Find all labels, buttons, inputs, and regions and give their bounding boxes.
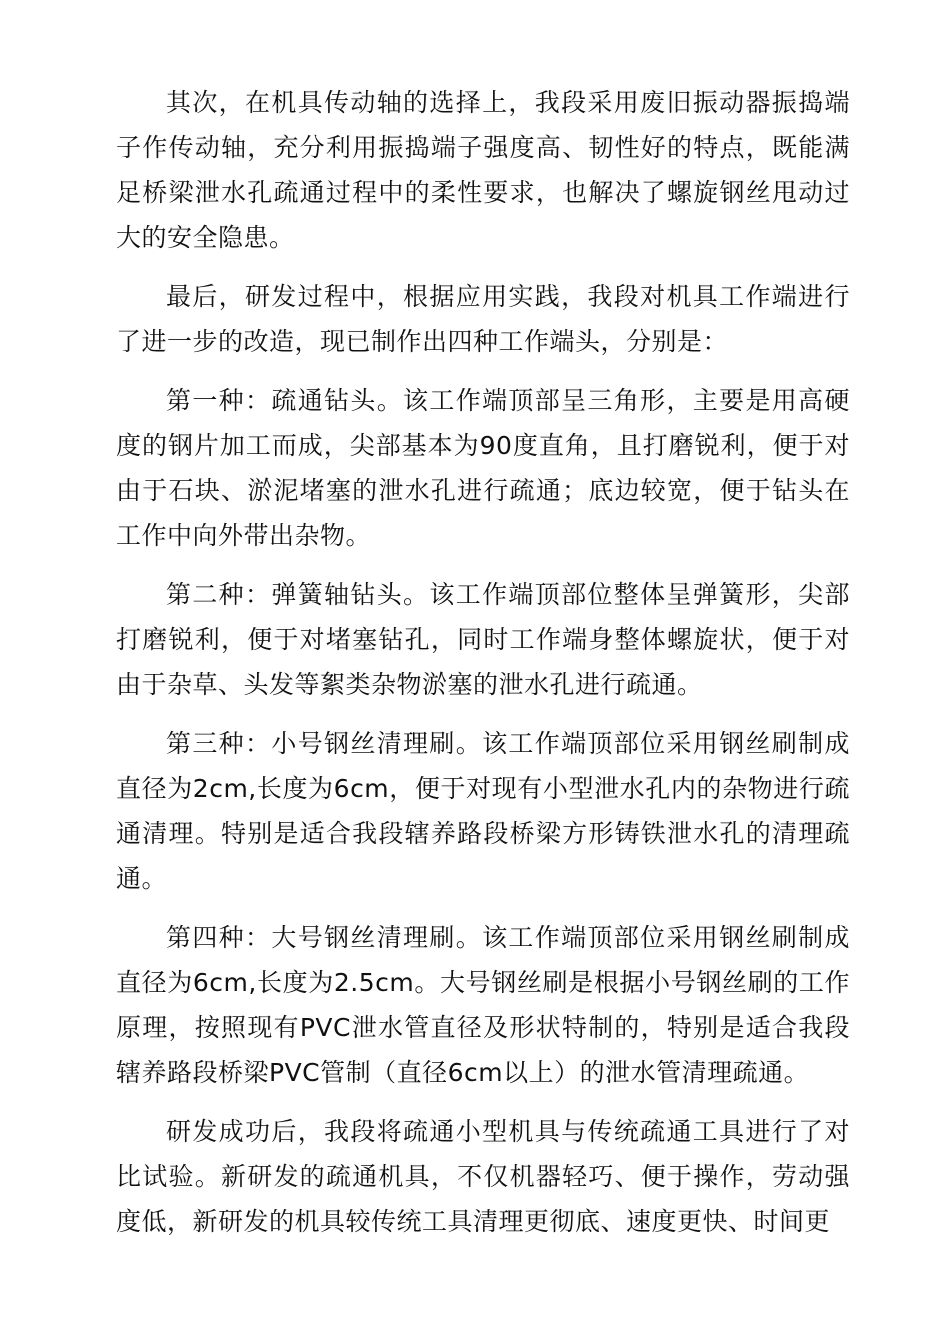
paragraph-drive-shaft: 其次，在机具传动轴的选择上，我段采用废旧振动器振捣端子作传动轴，充分利用振捣端子强度高、韧性好的特点，既能满足桥梁泄水孔疏通过程中的柔性要求，也解决了螺旋钢丝甩动过大的安全隐患。 (116, 88, 850, 252)
paragraph-type-three: 第三种：小号钢丝清理刷。该工作端顶部位采用钢丝刷制成直径为2cm,长度为6cm，便于对现有小型泄水孔内的杂物进行疏通清理。特别是适合我段辖养路段桥梁方形铸铁泄水孔的清理疏通。 (116, 729, 850, 893)
paragraph-comparison: 研发成功后，我段将疏通小型机具与传统疏通工具进行了对比试验。新研发的疏通机具，不仅机器轻巧、便于操作，劳动强度低，新研发的机具较传统工具清理更彻底、速度更快、时间更 (116, 1117, 850, 1236)
paragraph-work-end-intro: 最后，研发过程中，根据应用实践，我段对机具工作端进行了进一步的改造，现已制作出四种工作端头，分别是： (116, 282, 850, 356)
paragraph-type-one: 第一种：疏通钻头。该工作端顶部呈三角形，主要是用高硬度的钢片加工而成，尖部基本为90度直角，且打磨锐利，便于对由于石块、淤泥堵塞的泄水孔进行疏通；底边较宽，便于钻头在工作中向外带出杂物。 (116, 386, 850, 550)
paragraph-type-four: 第四种：大号钢丝清理刷。该工作端顶部位采用钢丝刷制成直径为6cm,长度为2.5cm。大号钢丝刷是根据小号钢丝刷的工作原理，按照现有PVC泄水管直径及形状特制的，特别是适合我段辖养路段桥梁PVC管制（直径6cm以上）的泄水管清理疏通。 (116, 923, 850, 1087)
paragraph-type-two: 第二种：弹簧轴钻头。该工作端顶部位整体呈弹簧形，尖部打磨锐利，便于对堵塞钻孔，同时工作端身整体螺旋状，便于对由于杂草、头发等絮类杂物淤塞的泄水孔进行疏通。 (116, 580, 850, 699)
document-page (116, 80, 850, 1258)
